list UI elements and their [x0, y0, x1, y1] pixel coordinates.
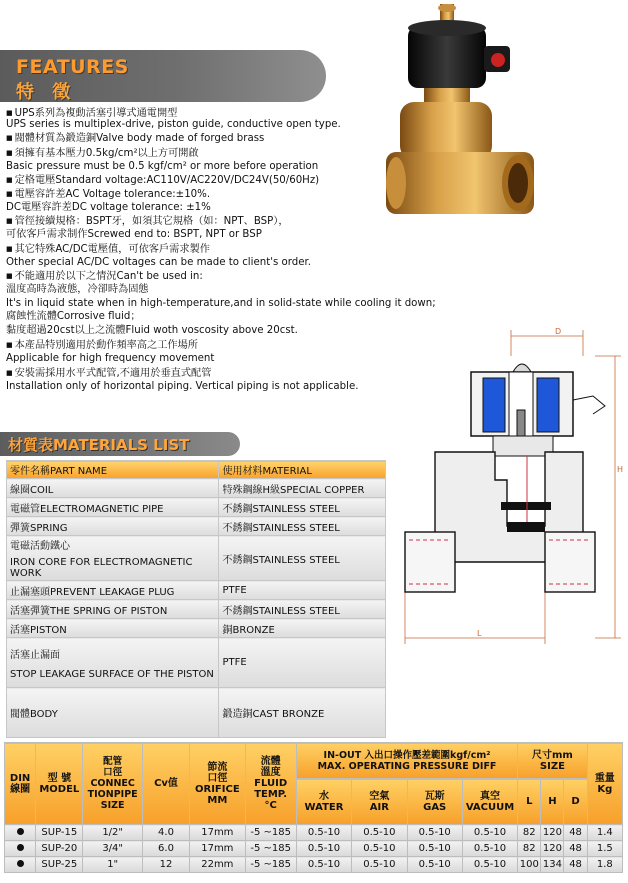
feature-line: ■ 不能適用於以下之情況Can't be used in:	[6, 271, 203, 282]
gas-cell: 0.5-10	[407, 825, 462, 841]
materials-row	[7, 581, 386, 600]
feature-line: 溫度高時為液態，冷卻時為固態	[6, 284, 149, 295]
part-name-line: 活塞止漏面	[10, 649, 60, 661]
model-cell: SUP-20	[36, 841, 83, 857]
cv-cell: 12	[142, 857, 189, 873]
header-fluid-temp: 流體 溫度 FLUID TEMP. °C	[245, 743, 296, 825]
weight-cell: 1.4	[587, 825, 622, 841]
feature-line: ■ 定格電壓Standard voltage:AC110V/AC220V/DC24V(50/60Hz)	[6, 175, 320, 186]
material-name: 不銹鋼STAINLESS STEEL	[219, 498, 386, 517]
orifice-cell: 22mm	[190, 857, 245, 873]
feature-line: ■ 須擁有基本壓力0.5kg/cm²以上方可開啟	[6, 148, 199, 159]
feature-line: ■ 閥體材質為鍛造銅Valve body made of forged brass	[6, 133, 265, 144]
specification-table	[4, 742, 623, 873]
air-cell: 0.5-10	[352, 825, 407, 841]
material-name: 不銹鋼STAINLESS STEEL	[219, 600, 386, 619]
l-cell: 82	[518, 841, 541, 857]
weight-cell: 1.8	[587, 857, 622, 873]
header-vacuum: 真空 VACUUM	[462, 779, 517, 825]
part-name: 彈簧SPRING	[7, 517, 219, 536]
pipe-cell: 1/2"	[83, 825, 142, 841]
dimension-label-h: H	[617, 465, 624, 474]
air-cell: 0.5-10	[352, 857, 407, 873]
part-name: 電磁管ELECTROMAGNETIC PIPE	[7, 498, 219, 517]
materials-row	[7, 536, 386, 581]
materials-row	[7, 600, 386, 619]
weight-cell: 1.5	[587, 841, 622, 857]
l-cell: 100	[518, 857, 541, 873]
feature-line: ■ 本產品特別適用於動作頻率高之工作場所	[6, 340, 198, 351]
vacuum-cell: 0.5-10	[462, 825, 517, 841]
d-cell: 48	[564, 857, 587, 873]
materials-row	[7, 498, 386, 517]
material-name: 特殊鋼線H級SPECIAL COPPER	[219, 479, 386, 498]
orifice-cell: 17mm	[190, 841, 245, 857]
orifice-cell: 17mm	[190, 825, 245, 841]
feature-line: Basic pressure must be 0.5 kgf/cm² or more before operation	[6, 161, 319, 172]
h-cell: 120	[541, 825, 564, 841]
feature-line: 腐蝕性流體Corrosive fluid；	[6, 311, 141, 322]
feature-line: UPS series is multiplex-drive, piston guide, conductive open type.	[6, 119, 341, 130]
material-name: 不銹鋼STAINLESS STEEL	[219, 536, 386, 581]
feature-line: Applicable for high frequency movement	[6, 353, 215, 364]
header-pressure: IN-OUT 入出口操作壓差範圍kgf/cm² MAX. OPERATING PRESSURE DIFF	[296, 743, 517, 779]
part-name: 活塞PISTON	[7, 619, 219, 638]
materials-row	[7, 517, 386, 536]
feature-line: ■ 安裝需採用水平式配管,不適用於垂直式配管	[6, 368, 212, 379]
header-air: 空氣 AIR	[352, 779, 407, 825]
part-name: 線圈COIL	[7, 479, 219, 498]
gas-cell: 0.5-10	[407, 857, 462, 873]
header-size: 尺寸mm SIZE	[518, 743, 587, 779]
temp-cell: -5 ~185	[245, 841, 296, 857]
header-gas: 瓦斯 GAS	[407, 779, 462, 825]
part-name-line: 電磁活動鐵心	[10, 541, 70, 552]
model-cell: SUP-15	[36, 825, 83, 841]
feature-line: 黏度超過20cst以上之流體Fluid woth voscosity above 20cst.	[6, 325, 298, 336]
header-water: 水 WATER	[296, 779, 351, 825]
header-din: DIN 線圈	[5, 743, 36, 825]
valve-product-photo	[380, 2, 540, 224]
cv-cell: 6.0	[142, 841, 189, 857]
materials-row	[7, 688, 386, 738]
air-cell: 0.5-10	[352, 841, 407, 857]
vacuum-cell: 0.5-10	[462, 841, 517, 857]
bullet-icon	[17, 828, 24, 835]
feature-line: ■ 電壓容許差AC Voltage tolerance:±10%.	[6, 189, 211, 200]
feature-line: ■ 管徑接續規格：BSPT牙，如須其它規格（如：NPT、BSP），	[6, 216, 289, 227]
part-name	[7, 638, 219, 688]
gas-cell: 0.5-10	[407, 841, 462, 857]
h-cell: 120	[541, 841, 564, 857]
header-pipe-size: 配管 口徑 CONNEC TIONPIPE SIZE	[83, 743, 142, 825]
part-name: 活塞彈簧THE SPRING OF PISTON	[7, 600, 219, 619]
material-name: 不銹鋼STAINLESS STEEL	[219, 517, 386, 536]
header-model: 型 號 MODEL	[36, 743, 83, 825]
header-cv: Cv值	[142, 743, 189, 825]
header-d: D	[564, 779, 587, 825]
vacuum-cell: 0.5-10	[462, 857, 517, 873]
water-cell: 0.5-10	[296, 841, 351, 857]
material-name: 銅BRONZE	[219, 619, 386, 638]
part-name-line: STOP LEAKAGE SURFACE OF THE PISTON	[10, 668, 214, 680]
feature-line: ■ 其它特殊AC/DC電壓值，可依客戶需求製作	[6, 244, 210, 255]
part-name: 閥體BODY	[7, 688, 219, 738]
materials-row	[7, 619, 386, 638]
material-name: PTFE	[219, 581, 386, 600]
din-dot	[5, 825, 36, 841]
feature-line: It's in liquid state when in high-temperature,and in solid-state while cooling it down;	[6, 298, 436, 309]
din-dot	[5, 841, 36, 857]
valve-cross-section-drawing	[395, 326, 625, 646]
header-weight: 重量 Kg	[587, 743, 622, 825]
pipe-cell: 3/4"	[83, 841, 142, 857]
part-name	[7, 536, 219, 581]
feature-line: Installation only of horizontal piping. Vertical piping is not applicable.	[6, 381, 359, 392]
din-dot	[5, 857, 36, 873]
feature-line: DC電壓容許差DC voltage tolerance: ±1%	[6, 202, 211, 213]
part-name: 止漏塞頭PREVENT LEAKAGE PLUG	[7, 581, 219, 600]
bullet-icon	[17, 844, 24, 851]
water-cell: 0.5-10	[296, 825, 351, 841]
header-l: L	[518, 779, 541, 825]
features-title: FEATURES	[16, 56, 129, 78]
l-cell: 82	[518, 825, 541, 841]
materials-title: 材質表MATERIALS LIST	[8, 436, 190, 454]
materials-header-part: 零件名稱PART NAME	[7, 461, 219, 479]
materials-table	[6, 460, 386, 738]
dimension-label-l: L	[477, 629, 482, 638]
feature-line: Other special AC/DC voltages can be made to client's order.	[6, 257, 312, 268]
header-orifice: 節流 口徑 ORIFICE MM	[190, 743, 245, 825]
dimension-label-d: D	[555, 327, 562, 336]
spec-row	[5, 857, 623, 873]
materials-header-material: 使用材料MATERIAL	[219, 461, 386, 479]
h-cell: 134	[541, 857, 564, 873]
material-name: 鍛造銅CAST BRONZE	[219, 688, 386, 738]
feature-line: 可依客戶需求制作Screwed end to: BSPT, NPT or BSP	[6, 229, 262, 240]
header-h: H	[541, 779, 564, 825]
bullet-icon	[17, 860, 24, 867]
part-name-line: IRON CORE FOR ELECTROMAGNETIC WORK	[10, 557, 193, 579]
pipe-cell: 1"	[83, 857, 142, 873]
water-cell: 0.5-10	[296, 857, 351, 873]
features-subtitle: 特 徵	[16, 82, 77, 103]
temp-cell: -5 ~185	[245, 825, 296, 841]
d-cell: 48	[564, 841, 587, 857]
model-cell: SUP-25	[36, 857, 83, 873]
material-name: PTFE	[219, 638, 386, 688]
materials-row	[7, 479, 386, 498]
materials-row	[7, 638, 386, 688]
spec-row	[5, 841, 623, 857]
d-cell: 48	[564, 825, 587, 841]
spec-row	[5, 825, 623, 841]
temp-cell: -5 ~185	[245, 857, 296, 873]
cv-cell: 4.0	[142, 825, 189, 841]
feature-line: ■ UPS系列為複動活塞引導式通電開型	[6, 108, 178, 119]
